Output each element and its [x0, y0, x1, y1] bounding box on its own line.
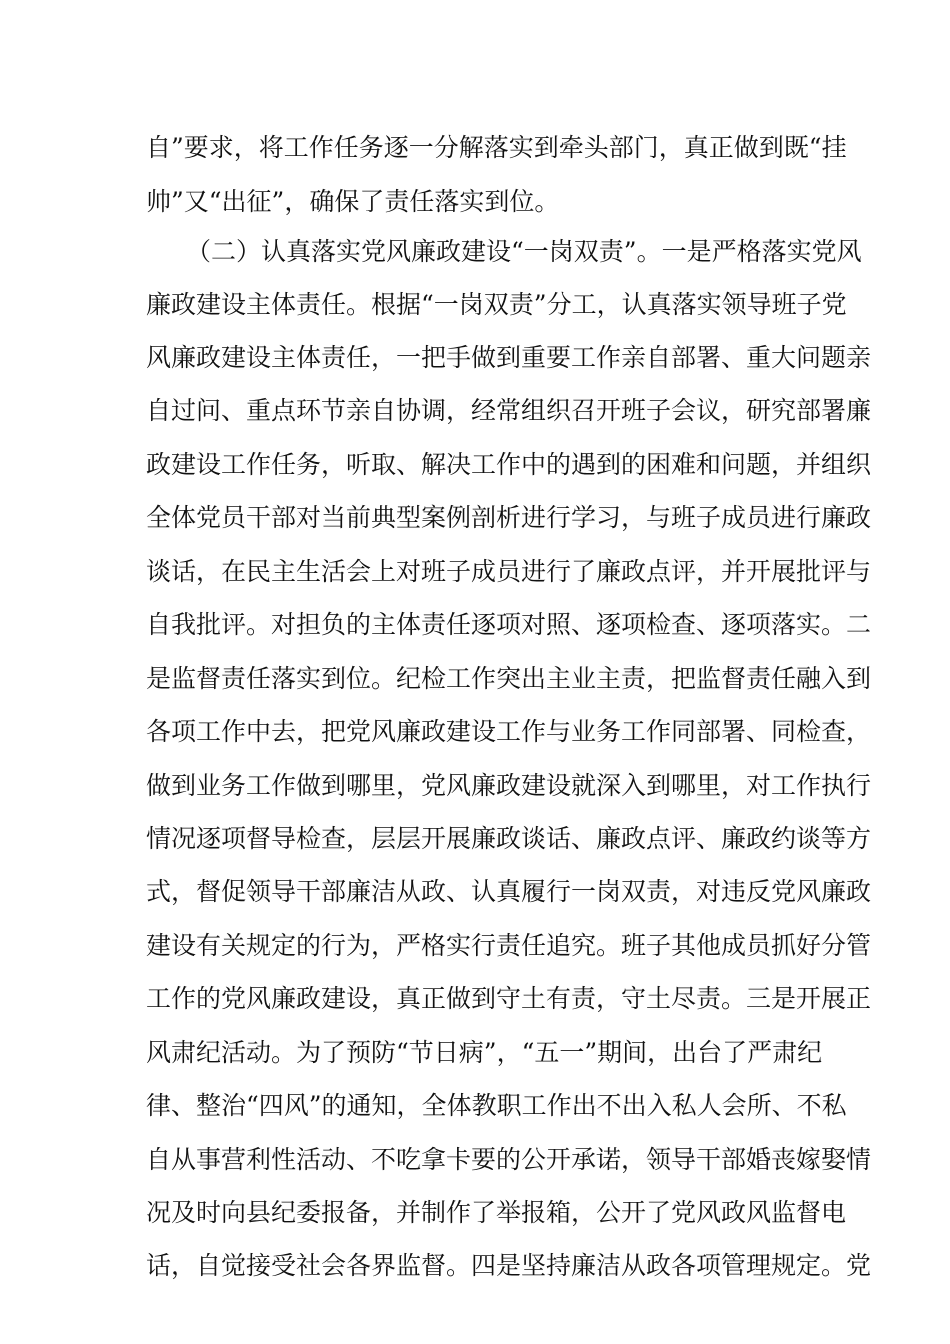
text-line: 自我批评。对担负的主体责任逐项对照、逐项检查、逐项落实。二	[146, 610, 872, 639]
text-line: 式，督促领导干部廉洁从政、认真履行一岗双责，对违反党风廉政	[146, 877, 872, 906]
text-line: 自过问、重点环节亲自协调，经常组织召开班子会议，研究部署廉	[146, 396, 872, 425]
text-line: 全体党员干部对当前典型案例剖析进行学习，与班子成员进行廉政	[146, 503, 872, 532]
text-line: 情况逐项督导检查，层层开展廉政谈话、廉政点评、廉政约谈等方	[146, 824, 872, 853]
text-line: 风廉政建设主体责任，一把手做到重要工作亲自部署、重大问题亲	[146, 343, 872, 372]
text-line: 是监督责任落实到位。纪检工作突出主业主责，把监督责任融入到	[146, 664, 872, 693]
text-line: 各项工作中去，把党风廉政建设工作与业务工作同部署、同检查，	[146, 717, 872, 746]
text-line: 政建设工作任务，听取、解决工作中的遇到的困难和问题，并组织	[146, 450, 872, 479]
text-line: 自从事营利性活动、不吃拿卡要的公开承诺，领导干部婚丧嫁娶情	[146, 1145, 872, 1174]
paragraph-heading-line: （二）认真落实党风廉政建设“一岗双责”。一是严格落实党风	[186, 237, 862, 266]
text-line: 话，自觉接受社会各界监督。四是坚持廉洁从政各项管理规定。党	[146, 1251, 872, 1280]
text-line: 廉政建设主体责任。根据“一岗双责”分工，认真落实领导班子党	[146, 290, 847, 319]
text-line: 自”要求，将工作任务逐一分解落实到牵头部门，真正做到既“挂	[146, 133, 847, 162]
text-line: 帅”又“出征”，确保了责任落实到位。	[146, 187, 560, 216]
text-line: 做到业务工作做到哪里，党风廉政建设就深入到哪里，对工作执行	[146, 771, 872, 800]
text-line: 律、整治“四风”的通知，全体教职工作出不出入私人会所、不私	[146, 1091, 847, 1120]
text-line: 工作的党风廉政建设，真正做到守土有责，守土尽责。三是开展正	[146, 984, 872, 1013]
text-line: 况及时向县纪委报备，并制作了举报箱，公开了党风政风监督电	[146, 1198, 847, 1227]
text-line: 建设有关规定的行为，严格实行责任追究。班子其他成员抓好分管	[146, 931, 872, 960]
text-line: 谈话，在民主生活会上对班子成员进行了廉政点评，并开展批评与	[146, 557, 872, 586]
text-line: 风肃纪活动。为了预防“节日病”，“五一”期间，出台了严肃纪	[146, 1038, 823, 1067]
